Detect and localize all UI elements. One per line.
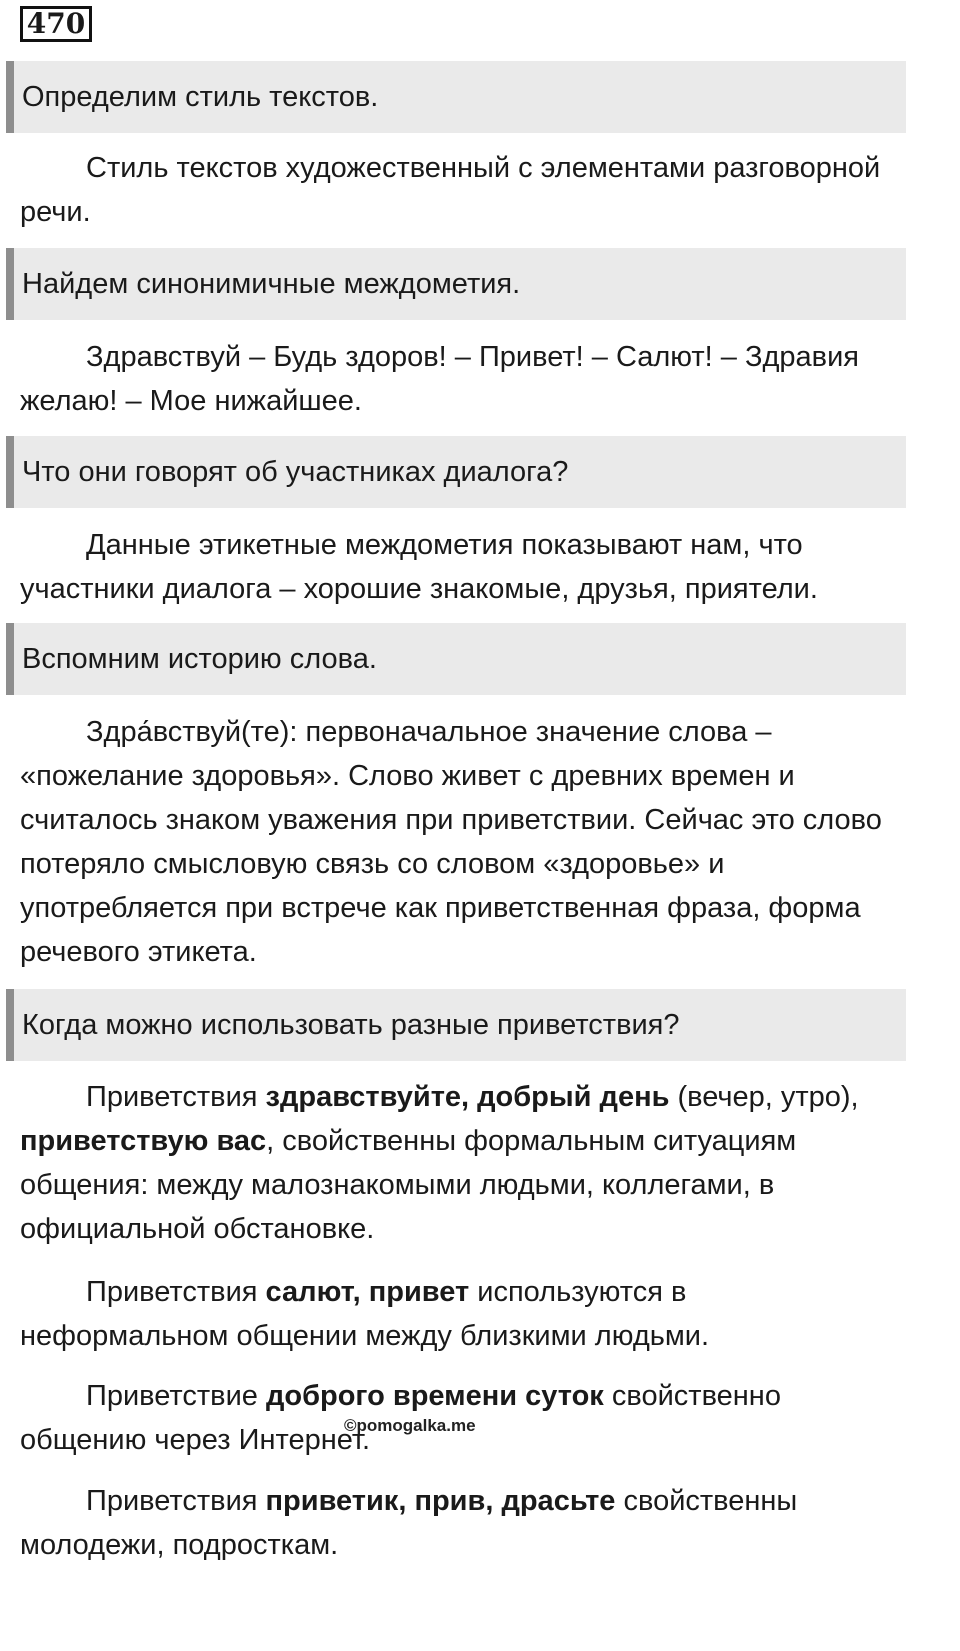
section-heading-greetings-usage: Когда можно использовать разные приветствия? — [6, 989, 906, 1061]
paragraph-text: Данные этикетные междометия показывают нам, что участники диалога – хорошие знакомые, друзья, приятели. — [20, 529, 818, 605]
paragraph-text: Приветствие — [86, 1380, 266, 1412]
paragraph-text: Приветствия — [86, 1276, 266, 1308]
section-heading-synonyms: Найдем синонимичные междометия. — [6, 248, 906, 320]
paragraph-text: Стиль текстов художественный с элементами разговорной речи. — [20, 152, 881, 228]
paragraph-text: Приветствия — [86, 1485, 266, 1517]
paragraph-text: Здравствуй – Будь здоров! – Привет! – Салют! – Здравия желаю! – Мое нижайшее. — [20, 341, 859, 417]
paragraph-synonyms-answer — [20, 335, 900, 423]
section-heading-style: Определим стиль текстов. — [6, 61, 906, 133]
watermark: ©pomogalka.me — [344, 1416, 476, 1435]
section-heading-participants: Что они говорят об участниках диалога? — [6, 436, 906, 508]
bold-greetings-term: приветствую вас — [20, 1125, 267, 1157]
bold-greetings-term: доброго времени суток — [265, 1380, 604, 1412]
paragraph-text: (вечер, утро), — [669, 1081, 859, 1113]
bold-greetings-term: здравствуйте, добрый день — [265, 1081, 670, 1113]
paragraph-text: Приветствия — [86, 1081, 266, 1113]
bold-greetings-term: салют, привет — [265, 1276, 470, 1308]
paragraph-text: свойственно общению через Интернет. — [20, 1380, 781, 1456]
paragraph-style-answer — [20, 146, 900, 234]
paragraph-text: свойственны молодежи, подросткам. — [20, 1485, 798, 1561]
paragraph-formal-greetings — [20, 1075, 900, 1251]
task-number: 470 — [20, 6, 92, 42]
bold-greetings-term: приветик, прив, драсьте — [265, 1485, 616, 1517]
paragraph-youth-greetings — [20, 1479, 900, 1567]
paragraph-informal-greetings — [20, 1270, 900, 1358]
paragraph-text: , свойственны формальным ситуациям общения: между малознакомыми людьми, коллегами, в официальной обстановке. — [20, 1125, 797, 1245]
paragraph-text: используются в неформальном общении между близкими людьми. — [20, 1276, 710, 1352]
paragraph-participants-answer — [20, 523, 900, 611]
section-heading-word-history: Вспомним историю слова. — [6, 623, 906, 695]
paragraph-word-history-answer — [20, 710, 900, 974]
paragraph-text: Здра́вствуй(те): первоначальное значение слова – «пожелание здоровья». Слово живет с древних времен и считалось знаком уважения при приветствии. Сейчас это слово потеряло смысловую связь со словом «здоровье» и употребляется при встрече как приветственная фраза, форма речевого этикета. — [20, 716, 882, 968]
